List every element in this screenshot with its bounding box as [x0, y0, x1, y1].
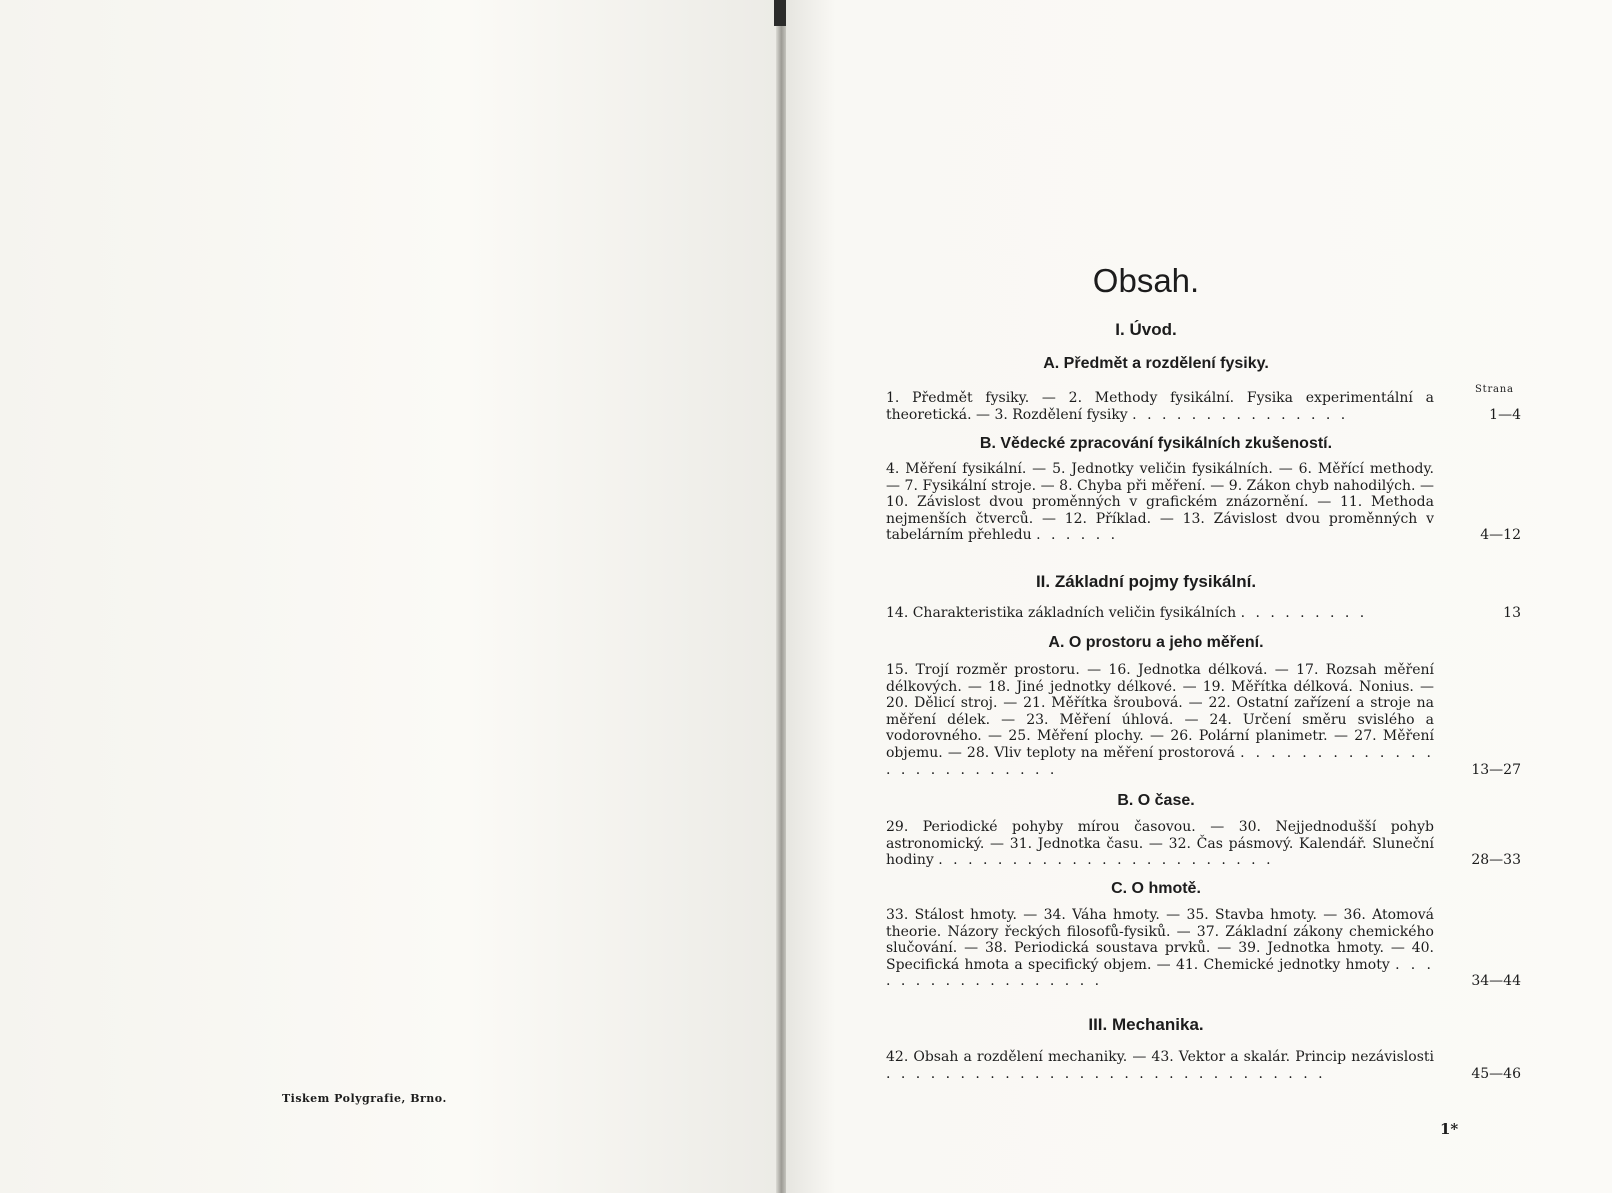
toc-entry-pages: 34—44	[1471, 973, 1521, 990]
section-heading: A. O prostoru a jeho měření.	[1048, 634, 1264, 651]
toc-entry: 42. Obsah a rozdělení mechaniky. — 43. Vektor a skalár. Princip nezávislosti . . . . . . . . . . . . . . . . . . . . . . . . . . . . . . 45—46	[886, 1049, 1521, 1082]
toc-entry-pages: 13	[1503, 605, 1521, 621]
toc-entry: 33. Stálost hmoty. — 34. Váha hmoty. — 35. Stavba hmoty. — 36. Atomová theorie. Názory řeckých filosofů-fysiků. — 37. Základní zákony chemického slučování. — 38. Periodická soustava prvků. — 39. Jednotka hmoty. — 40. Specifická hmota a specifický objem. — 41. Chemické jednotky hmoty . . . . . . . . . . . . . . . . . . 34—44	[886, 907, 1521, 990]
toc-entry: 4. Měření fysikální. — 5. Jednotky veličin fysikálních. — 6. Měřící methody. — 7. Fysikální stroje. — 8. Chyba při měření. — 9. Zákon chyb nahodilých. — 10. Závislost dvou proměnných v grafickém znázornění. — 11. Methoda nejmenších čtverců. — 12. Příklad. — 13. Závislost dvou proměnných v tabelárním přehledu . . . . . . 4—12	[886, 461, 1521, 544]
toc-entry: 1. Předmět fysiky. — 2. Methody fysikální. Fysika experimentální a theoretická. — 3. Rozdělení fysiky . . . . . . . . . . . . . . . 1—4	[886, 390, 1521, 423]
toc-entry-pages: 13—27	[1471, 761, 1521, 778]
toc-entry-pages: 45—46	[1471, 1065, 1521, 1082]
toc-entry-text: 42. Obsah a rozdělení mechaniky. — 43. Vektor a skalár. Princip nezávislosti	[886, 1049, 1434, 1065]
toc-entry-text: 4. Měření fysikální. — 5. Jednotky veličin fysikálních. — 6. Měřící methody. — 7. Fysikální stroje. — 8. Chyba při měření. — 9. Zákon chyb nahodilých. — 10. Závislost dvou proměnných v grafickém znázornění. — 11. Methoda nejmenších čtverců. — 12. Příklad. — 13. Závislost dvou proměnných v tabelárním přehledu	[886, 461, 1434, 544]
left-page	[0, 0, 778, 1193]
toc-entry: 29. Periodické pohyby mírou časovou. — 30. Nejjednodušší pohyb astronomický. — 31. Jednotka času. — 32. Čas pásmový. Kalendář. Sluneční hodiny . . . . . . . . . . . . . . . . . . . . . . . 28—33	[886, 819, 1521, 869]
page-column-header: Strana	[1475, 384, 1514, 395]
toc-entry-text: 1. Předmět fysiky. — 2. Methody fysikální. Fysika experimentální a theoretická. — 3. Rozdělení fysiky	[886, 390, 1434, 423]
toc-entry-text: 33. Stálost hmoty. — 34. Váha hmoty. — 35. Stavba hmoty. — 36. Atomová theorie. Názory řeckých filosofů-fysiků. — 37. Základní zákony chemického slučování. — 38. Periodická soustava prvků. — 39. Jednotka hmoty. — 40. Specifická hmota a specifický objem. — 41. Chemické jednotky hmoty	[886, 907, 1434, 973]
section-heading: B. O čase.	[1117, 792, 1195, 809]
part-heading: I. Úvod.	[1115, 320, 1177, 339]
toc-entry-pages: 4—12	[1480, 527, 1521, 544]
printer-signature-mark: 1*	[1440, 1120, 1459, 1138]
part-heading: III. Mechanika.	[1088, 1015, 1204, 1034]
toc-entry: 15. Trojí rozměr prostoru. — 16. Jednotka délková. — 17. Rozsah měření délkových. — 18. Jiné jednotky délkové. — 19. Měřítka délková. Nonius. — 20. Dělicí stroj. — 21. Měřítka šroubová. — 22. Ostatní zařízení a stroje na měření délek. — 23. Měření úhlová. — 24. Určení směru svislého a vodorovného. — 25. Měření plochy. — 26. Polární planimetr. — 27. Měření objemu. — 28. Vliv teploty na měření prostorová . . . . . . . . . . . . . . . . . . . . . . . . . 13—27	[886, 662, 1521, 778]
section-heading: C. O hmotě.	[1111, 880, 1201, 897]
toc-entry-text: 29. Periodické pohyby mírou časovou. — 30. Nejjednodušší pohyb astronomický. — 31. Jednotka času. — 32. Čas pásmový. Kalendář. Sluneční hodiny	[886, 819, 1434, 869]
printer-imprint: Tiskem Polygrafie, Brno.	[282, 1092, 447, 1105]
toc-entry-text: 15. Trojí rozměr prostoru. — 16. Jednotka délková. — 17. Rozsah měření délkových. — 18. Jiné jednotky délkové. — 19. Měřítka délková. Nonius. — 20. Dělicí stroj. — 21. Měřítka šroubová. — 22. Ostatní zařízení a stroje na měření délek. — 23. Měření úhlová. — 24. Určení směru svislého a vodorovného. — 25. Měření plochy. — 26. Polární planimetr. — 27. Měření objemu. — 28. Vliv teploty na měření prostorová	[886, 662, 1434, 761]
toc-entry-pages: 28—33	[1471, 852, 1521, 869]
section-heading: B. Vědecké zpracování fysikálních zkušeností.	[979, 435, 1333, 452]
toc-entry: 14. Charakteristika základních veličin fysikálních . . . . . . . . . 13	[886, 605, 1521, 621]
section-heading: A. Předmět a rozdělení fysiky.	[1043, 355, 1269, 372]
toc-entry-text: 14. Charakteristika základních veličin fysikálních	[886, 605, 1237, 621]
page-title: Obsah.	[1092, 262, 1200, 299]
toc-entry-pages: 1—4	[1489, 406, 1521, 423]
part-heading: II. Základní pojmy fysikální.	[1035, 572, 1257, 591]
